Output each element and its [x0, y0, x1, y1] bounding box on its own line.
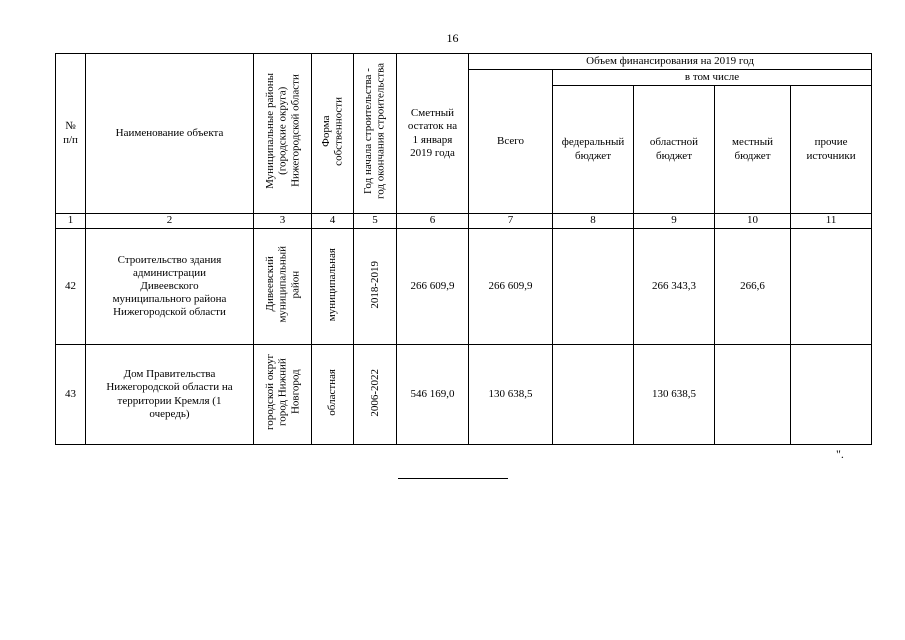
page-number: 16 [446, 31, 459, 45]
row-num: 42 [56, 229, 86, 345]
row-federal [553, 229, 634, 345]
header-ownership: Форма собственности [312, 54, 354, 214]
row-ownership: муниципальная [312, 229, 354, 345]
row-other [791, 345, 872, 445]
col-number: 4 [312, 214, 354, 229]
header-estimate: Сметный остаток на 1 января 2019 года [397, 54, 469, 214]
col-number: 7 [469, 214, 553, 229]
closing-quote: ". [836, 447, 844, 461]
header-num: № п/п [56, 54, 86, 214]
header-regional: областной бюджет [634, 86, 715, 214]
row-name: Строительство здания администрации Дивеевского муниципального района Нижегородской области [86, 229, 254, 345]
col-number: 6 [397, 214, 469, 229]
row-estimate: 546 169,0 [397, 345, 469, 445]
row-regional: 266 343,3 [634, 229, 715, 345]
row-years: 2006-2022 [354, 345, 397, 445]
row-other [791, 229, 872, 345]
col-number: 3 [254, 214, 312, 229]
row-total: 266 609,9 [469, 229, 553, 345]
header-financing: Объем финансирования на 2019 год [469, 54, 872, 70]
col-number: 9 [634, 214, 715, 229]
row-ownership: областная [312, 345, 354, 445]
row-years: 2018-2019 [354, 229, 397, 345]
row-name: Дом Правительства Нижегородской области на территории Кремля (1 очередь) [86, 345, 254, 445]
header-local: местный бюджет [715, 86, 791, 214]
header-row-1 [56, 54, 872, 70]
header-federal: федеральный бюджет [553, 86, 634, 214]
financing-table [55, 53, 872, 445]
row-num: 43 [56, 345, 86, 445]
row-estimate: 266 609,9 [397, 229, 469, 345]
header-years: Год начала строительства - год окончания строительства [354, 54, 397, 214]
col-number: 10 [715, 214, 791, 229]
header-total: Всего [469, 70, 553, 214]
col-number: 2 [86, 214, 254, 229]
column-numbers-row [56, 214, 872, 229]
row-regional: 130 638,5 [634, 345, 715, 445]
header-other: прочие источники [791, 86, 872, 214]
header-including: в том числе [553, 70, 872, 86]
header-district: Муниципальные районы (городские округа) Нижегородской области [254, 54, 312, 214]
col-number: 5 [354, 214, 397, 229]
row-federal [553, 345, 634, 445]
row-local: 266,6 [715, 229, 791, 345]
col-number: 8 [553, 214, 634, 229]
table-row [56, 345, 872, 445]
row-district: городской округ город Нижний Новгород [254, 345, 312, 445]
end-divider [398, 478, 508, 479]
col-number: 11 [791, 214, 872, 229]
row-local [715, 345, 791, 445]
table-row [56, 229, 872, 345]
header-name: Наименование объекта [86, 54, 254, 214]
row-total: 130 638,5 [469, 345, 553, 445]
row-district: Дивеевский муниципальный район [254, 229, 312, 345]
col-number: 1 [56, 214, 86, 229]
